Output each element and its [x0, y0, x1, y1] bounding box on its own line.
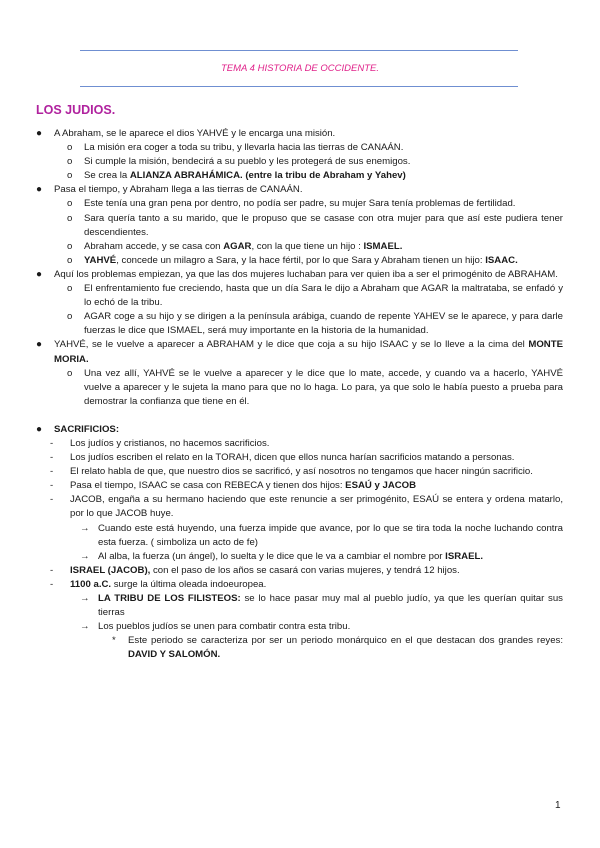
- header-rule-bottom: [80, 86, 518, 87]
- sub-item: o Sara quería tanto a su marido, que le propuso que se casase con otra mujer para que así este pudiera tener descendientes.: [67, 212, 563, 238]
- sub-item: o Se crea la ALIANZA ABRAHÁMICA. (entre la tribu de Abraham y Yahev): [36, 169, 563, 183]
- star-item: * Este periodo se caracteriza por ser un periodo monárquico en el que destacan dos grandes reyes: DAVID Y SALOMÓN.: [112, 635, 563, 661]
- sub-marker: o: [67, 311, 73, 323]
- page-header-title: TEMA 4 HISTORIA DE OCCIDENTE.: [220, 63, 379, 74]
- arrow-item: → Los pueblos judíos se unen para combatir contra esta tribu.: [36, 620, 563, 634]
- bullet-item: ● YAHVÉ, se le vuelve a aparecer a ABRAHAM y le dice que coja a su hijo ISAAC y se lo lleve a la cima del MONTE MORIA.: [36, 339, 563, 365]
- bullet-marker: ●: [36, 339, 43, 351]
- arrow-right-icon: →: [80, 550, 90, 562]
- header-rule-top: [80, 50, 518, 51]
- dash-item: - JACOB, engaña a su hermano haciendo que este renuncie a ser primogénito, ESAÚ se entera y ordena matarlo, por lo que JACOB huye.: [50, 494, 563, 520]
- sub-item: o Abraham accede, y se casa con AGAR, con la que tiene un hijo : ISMAEL.: [36, 240, 563, 254]
- bullet-marker: ●: [36, 268, 43, 280]
- bullet-marker: ●: [36, 423, 43, 435]
- sub-marker: o: [67, 170, 73, 182]
- sub-item: o El enfrentamiento fue creciendo, hasta que un día Sara le dijo a Abraham que AGAR la maltrataba, se enfadó y lo echó de la tribu.: [67, 283, 563, 309]
- bullet-item: ● A Abraham, se le aparece el dios YAHVÉ y le encarga una misión.: [36, 127, 563, 141]
- bullet-item: ● SACRIFICIOS:: [36, 423, 563, 437]
- dash-item: - Pasa el tiempo, ISAAC se casa con REBECA y tienen dos hijos: ESAÚ y JACOB: [36, 479, 563, 493]
- dash-item: - El relato habla de que, que nuestro dios se sacrificó, y así nosotros no tengamos que hacer ningún sacrificio.: [36, 465, 563, 479]
- sub-marker: o: [67, 142, 73, 154]
- bullet-item: ● Aquí los problemas empiezan, ya que las dos mujeres luchaban para ver quien iba a ser el primogénito de ABRAHAM.: [36, 268, 563, 282]
- star-marker: *: [112, 635, 116, 647]
- page-number: 1: [555, 800, 561, 811]
- arrow-right-icon: →: [80, 593, 90, 604]
- arrow-item: → Cuando este está huyendo, una fuerza impide que avance, por lo que se tira toda la noche luchando contra esta fuerza. ( simboliza un acto de fe): [80, 522, 563, 548]
- arrow-right-icon: →: [80, 522, 90, 534]
- sub-item: o La misión era coger a toda su tribu, y llevarla hacia las tierras de CANAÁN.: [36, 141, 563, 155]
- sub-item: o Una vez allí, YAHVÉ se le vuelve a aparecer y le dice que lo mate, accede, y cuando va a hacerlo, YAHVÉ vuelve a aparecer y le sujeta la mano para que no lo haga. Lo para, ya que solo le había puesto a prueba para demostrar la confianza que tiene en él.: [67, 367, 563, 407]
- bullet-marker: ●: [36, 128, 43, 139]
- dash-marker: -: [50, 452, 54, 464]
- dash-item: - Los judíos y cristianos, no hacemos sacrificios.: [36, 437, 563, 451]
- dash-item: - Los judíos escriben el relato en la TORAH, dicen que ellos nunca harían sacrificios matando a personas.: [36, 451, 563, 465]
- sub-item: o YAHVÉ, concede un milagro a Sara, y la hace fértil, por lo que Sara y Abraham tienen un hijo: ISAAC.: [36, 254, 563, 268]
- sub-item: o AGAR coge a su hijo y se dirigen a la península arábiga, cuando de repente YAHEV se le aparece, y para darle fuerzas le dice que ISMAEL, será muy importante en la historia de la humanidad.: [67, 311, 563, 337]
- sub-marker: o: [67, 198, 73, 210]
- section-title: LOS JUDIOS.: [36, 103, 116, 117]
- dash-item: - ISRAEL (JACOB), con el paso de los años se casará con varias mujeres, y tendrá 12 hijos.: [36, 564, 563, 578]
- document-body: [36, 127, 563, 662]
- dash-marker: -: [50, 480, 54, 492]
- sub-item: o Este tenía una gran pena por dentro, no podía ser padre, su mujer Sara tenía problemas de fertilidad.: [36, 197, 563, 211]
- dash-marker: -: [50, 564, 54, 576]
- dash-marker: -: [50, 437, 54, 449]
- spacer: [36, 409, 563, 423]
- sub-marker: o: [67, 212, 73, 224]
- bullet-marker: ●: [36, 184, 43, 196]
- dash-marker: -: [50, 494, 54, 506]
- arrow-right-icon: →: [80, 621, 90, 633]
- sub-marker: o: [67, 254, 73, 266]
- arrow-item: → Al alba, la fuerza (un ángel), lo suelta y le dice que le va a cambiar el nombre por ISRAEL.: [36, 550, 563, 564]
- sub-marker: o: [67, 283, 73, 295]
- dash-marker: -: [50, 578, 54, 590]
- sub-item: o Si cumple la misión, bendecirá a su pueblo y les protegerá de sus enemigos.: [36, 155, 563, 169]
- sub-marker: o: [67, 367, 73, 379]
- dash-marker: -: [50, 466, 54, 478]
- dash-item: - 1100 a.C. surge la última oleada indoeuropea.: [36, 578, 563, 592]
- sub-marker: o: [67, 156, 73, 168]
- arrow-item: → LA TRIBU DE LOS FILISTEOS: se lo hace pasar muy mal al pueblo judío, ya que les querían quitar sus tierras: [80, 593, 563, 619]
- sub-marker: o: [67, 240, 73, 252]
- bullet-item: ● Pasa el tiempo, y Abraham llega a las tierras de CANAÁN.: [36, 183, 563, 197]
